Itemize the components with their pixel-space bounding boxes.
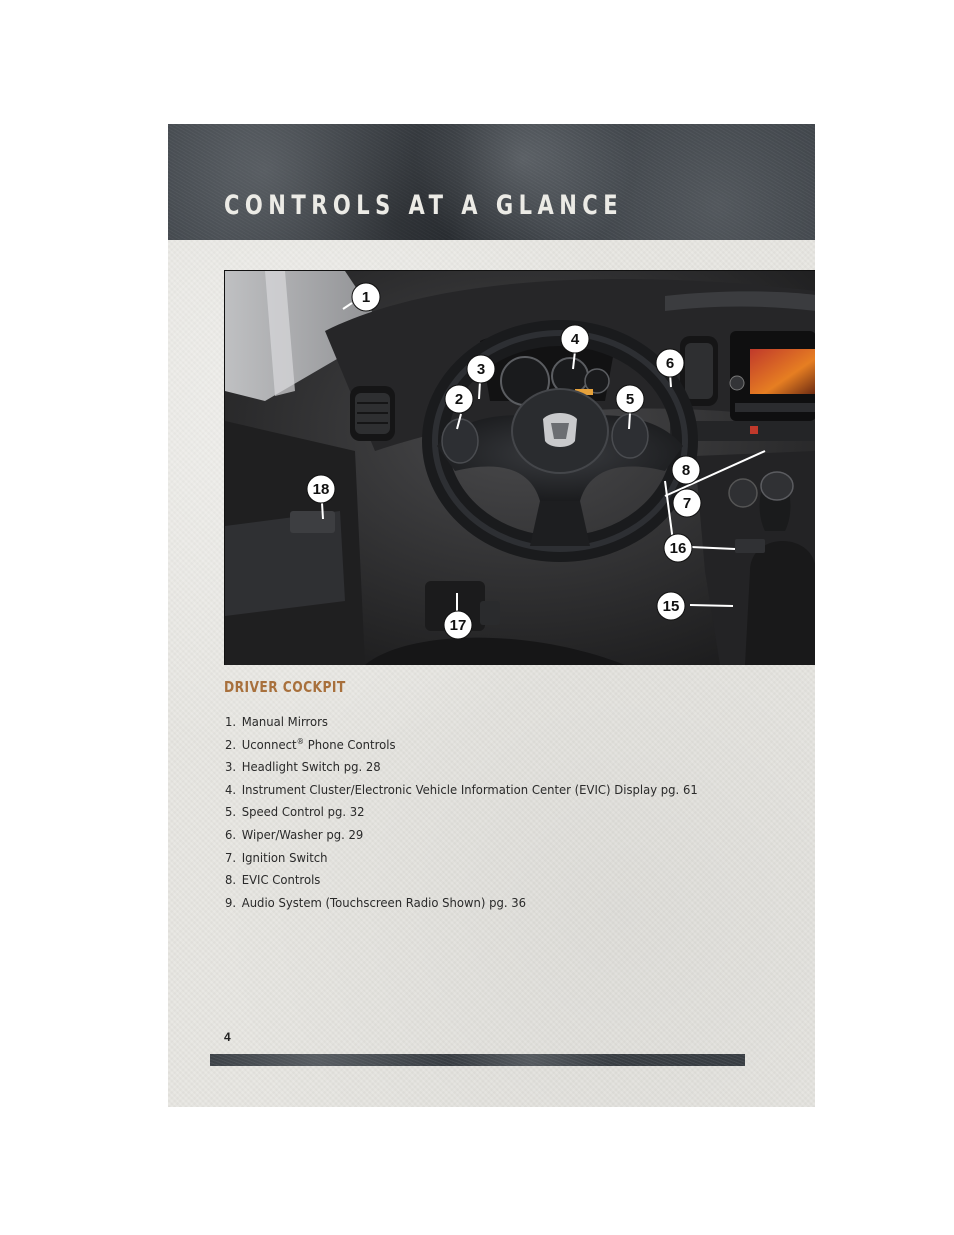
svg-text:8: 8 bbox=[681, 462, 691, 479]
item-number: 9. bbox=[225, 894, 237, 910]
list-item bbox=[225, 850, 698, 873]
manual-page bbox=[168, 124, 815, 1107]
svg-text:2: 2 bbox=[454, 391, 464, 408]
callout-15 bbox=[657, 592, 685, 620]
callout-5 bbox=[616, 385, 644, 413]
item-number: 2. bbox=[225, 736, 237, 752]
footer-bar bbox=[210, 1054, 745, 1066]
item-text: Ignition Switch bbox=[241, 849, 328, 865]
callout-18 bbox=[307, 475, 335, 503]
item-text: Speed Control pg. 32 bbox=[241, 804, 365, 820]
cockpit-photo bbox=[224, 270, 815, 665]
item-number: 5. bbox=[225, 804, 237, 820]
section-heading: DRIVER COCKPIT bbox=[224, 678, 346, 696]
list-item bbox=[225, 737, 698, 760]
svg-text:7: 7 bbox=[682, 495, 692, 512]
item-number: 6. bbox=[225, 826, 237, 842]
list-item bbox=[225, 895, 698, 918]
list-item bbox=[225, 782, 698, 805]
list-item bbox=[225, 714, 698, 737]
item-number: 8. bbox=[225, 872, 237, 888]
svg-text:1: 1 bbox=[361, 289, 371, 306]
callout-1 bbox=[352, 283, 380, 311]
item-number: 4. bbox=[225, 781, 237, 797]
svg-text:15: 15 bbox=[662, 598, 680, 615]
svg-text:6: 6 bbox=[665, 355, 675, 372]
list-item bbox=[225, 759, 698, 782]
svg-text:5: 5 bbox=[625, 391, 635, 408]
callout-17 bbox=[444, 611, 472, 639]
item-text: Manual Mirrors bbox=[241, 714, 328, 729]
svg-text:16: 16 bbox=[669, 540, 687, 557]
callout-16 bbox=[664, 534, 692, 562]
svg-text:18: 18 bbox=[312, 481, 330, 498]
callout-4 bbox=[561, 325, 589, 353]
item-text: Instrument Cluster/Electronic Vehicle Information Center (EVIC) Display pg. 61 bbox=[241, 781, 698, 797]
item-text: Uconnect bbox=[241, 736, 297, 752]
svg-text:3: 3 bbox=[476, 361, 486, 378]
page-title: CONTROLS AT A GLANCE bbox=[224, 190, 624, 221]
callout-2 bbox=[445, 385, 473, 413]
item-text: Audio System (Touchscreen Radio Shown) pg. 36 bbox=[241, 894, 527, 910]
list-item bbox=[225, 872, 698, 895]
item-number: 1. bbox=[225, 714, 237, 729]
item-text-after: Phone Controls bbox=[304, 736, 396, 752]
list-item bbox=[225, 804, 698, 827]
item-text: Headlight Switch pg. 28 bbox=[241, 759, 381, 775]
svg-text:4: 4 bbox=[570, 331, 580, 348]
cockpit-illustration bbox=[225, 271, 815, 665]
list-item bbox=[225, 827, 698, 850]
item-text: EVIC Controls bbox=[241, 872, 321, 888]
svg-text:17: 17 bbox=[449, 617, 467, 634]
registered-mark: ® bbox=[296, 736, 305, 746]
item-number: 7. bbox=[225, 849, 237, 865]
item-text: Wiper/Washer pg. 29 bbox=[241, 826, 364, 842]
callout-3 bbox=[467, 355, 495, 383]
callout-8 bbox=[672, 456, 700, 484]
header-banner bbox=[168, 124, 815, 240]
controls-list bbox=[225, 714, 733, 917]
callout-6 bbox=[656, 349, 684, 377]
callout-7 bbox=[673, 489, 701, 517]
item-number: 3. bbox=[225, 759, 237, 775]
page-number: 4 bbox=[224, 1030, 231, 1044]
